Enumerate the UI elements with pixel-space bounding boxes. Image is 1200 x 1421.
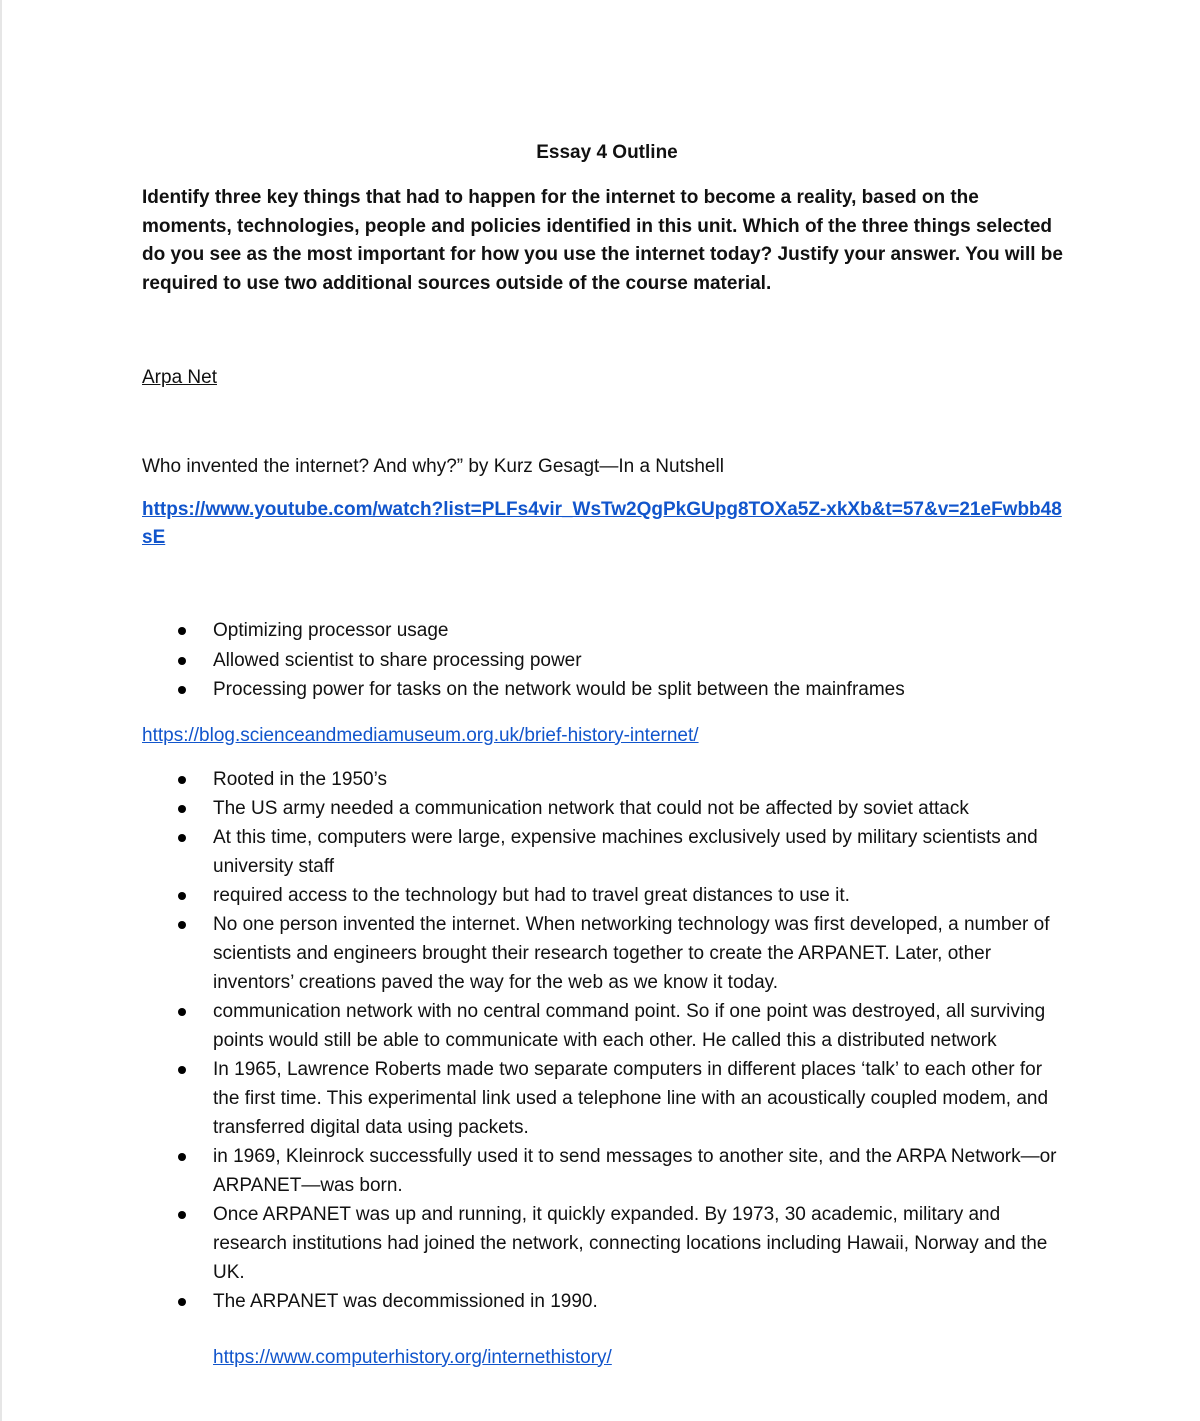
bullet-text: The US army needed a communication network that could not be affected by soviet attack xyxy=(213,797,969,819)
list-item xyxy=(142,1287,1072,1316)
list-item xyxy=(142,997,1072,1055)
bullet-text: At this time, computers were large, expensive machines exclusively used by military scientists and university staff xyxy=(213,826,1038,877)
list-item xyxy=(142,910,1072,997)
source-1-title: Who invented the internet? And why?” by Kurz Gesagt—In a Nutshell xyxy=(142,456,724,477)
source-2-link[interactable]: https://blog.scienceandmediamuseum.org.uk/brief-history-internet/ xyxy=(142,724,699,746)
bullet-text: No one person invented the internet. When networking technology was first developed, a number of scientists and engineers brought their research together to create the ARPANET. Later, other inventors’ creations paved the way for the web as we know it today. xyxy=(213,913,1050,993)
bullet-icon xyxy=(178,1008,186,1016)
list-item xyxy=(142,1200,1072,1287)
source-1-link[interactable]: https://www.youtube.com/watch?list=PLFs4vir_WsTw2QgPkGUpg8TOXa5Z-xkXb&t=57&v=21eFwbb48sE xyxy=(142,499,1062,548)
section-heading-arpa-net: Arpa Net xyxy=(142,367,217,388)
list-item xyxy=(142,675,1072,705)
source-3-link[interactable]: https://www.computerhistory.org/internethistory/ xyxy=(213,1346,612,1368)
bullet-text: Rooted in the 1950’s xyxy=(213,768,387,790)
bullet-text: Optimizing processor usage xyxy=(213,620,449,641)
bullet-icon xyxy=(178,627,186,635)
list-item xyxy=(142,1055,1072,1142)
bullet-icon xyxy=(178,805,186,813)
list-item xyxy=(142,765,1072,794)
document-title: Essay 4 Outline xyxy=(536,142,678,163)
bullet-text: in 1969, Kleinrock successfully used it to send messages to another site, and the ARPA Network—or ARPANET—was born. xyxy=(213,1145,1057,1196)
bullet-text: In 1965, Lawrence Roberts made two separate computers in different places ‘talk’ to each other for the first time. This experimental link used a telephone line with an acoustically coupled modem, and transferred digital data using packets. xyxy=(213,1058,1049,1138)
bullet-text: Allowed scientist to share processing power xyxy=(213,649,582,671)
bullet-icon xyxy=(178,834,186,842)
bullet-text: Once ARPANET was up and running, it quickly expanded. By 1973, 30 academic, military and research institutions had joined the network, connecting locations including Hawaii, Norway and the UK. xyxy=(213,1203,1048,1283)
list-item xyxy=(142,1142,1072,1200)
source-1-bullet-list xyxy=(142,616,1072,705)
bullet-icon xyxy=(178,1211,186,1219)
bullet-icon xyxy=(178,657,186,665)
bullet-text: communication network with no central command point. So if one point was destroyed, all surviving points would still be able to communicate with each other. He called this a distributed network xyxy=(213,1000,1046,1051)
list-item xyxy=(142,881,1072,910)
bullet-icon xyxy=(178,1153,186,1161)
bullet-icon xyxy=(178,892,186,900)
bullet-text: required access to the technology but had to travel great distances to use it. xyxy=(213,884,850,906)
list-item xyxy=(142,616,1072,646)
bullet-icon xyxy=(178,921,186,929)
list-item xyxy=(142,794,1072,823)
document-page xyxy=(142,140,1072,1372)
bullet-icon xyxy=(178,1066,186,1074)
bullet-icon xyxy=(178,686,186,694)
list-item xyxy=(142,646,1072,676)
source-2-bullet-list xyxy=(142,765,1072,1316)
essay-prompt: Identify three key things that had to happen for the internet to become a reality, based on the moments, technologies, people and policies identified in this unit. Which of the three things selected do you see as the most important for how you use the internet today? Justify your answer. You will be required to use two additional sources outside of the course material. xyxy=(142,187,1063,294)
bullet-icon xyxy=(178,1298,186,1306)
list-item xyxy=(142,823,1072,881)
bullet-text: The ARPANET was decommissioned in 1990. xyxy=(213,1290,598,1312)
bullet-icon xyxy=(178,776,186,784)
page-edge xyxy=(0,0,2,1421)
bullet-text: Processing power for tasks on the network would be split between the mainframes xyxy=(213,679,905,700)
